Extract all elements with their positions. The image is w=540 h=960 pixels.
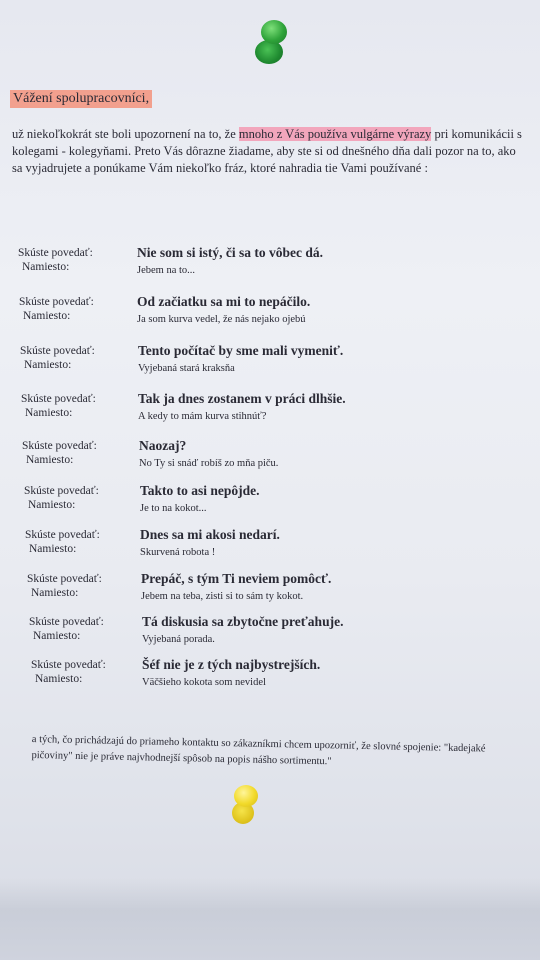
try-say-label: Skúste povedať:: [20, 345, 95, 357]
instead-label: Namiesto:: [26, 454, 74, 466]
phrase-row: [0, 293, 540, 333]
try-say-label: Skúste povedať:: [22, 440, 97, 452]
instead-label: Namiesto:: [24, 359, 72, 371]
polite-phrase: Od začiatku sa mi to nepáčilo.: [137, 294, 311, 309]
intro-text-1: už niekoľkokrát ste boli upozornení na to, že: [12, 127, 239, 141]
phrase-row: [0, 244, 540, 284]
intro-paragraph: [12, 126, 528, 177]
try-say-label: Skúste povedať:: [19, 296, 94, 308]
try-say-label: Skúste povedať:: [27, 573, 102, 585]
vulgar-phrase: Skurvená robota !: [140, 547, 216, 558]
phrase-row: [0, 526, 540, 566]
try-say-label: Skúste povedať:: [21, 393, 96, 405]
phrase-row: [0, 570, 540, 610]
phrase-row: [0, 613, 540, 653]
instead-label: Namiesto:: [28, 499, 76, 511]
phrase-row: [0, 390, 540, 430]
try-say-label: Skúste povedať:: [29, 616, 104, 628]
vulgar-phrase: Ja som kurva vedel, že nás nejako ojebú: [137, 314, 306, 325]
vulgar-phrase: Vyjebaná stará kraksňa: [138, 363, 235, 374]
polite-phrase: Tak ja dnes zostanem v práci dlhšie.: [138, 391, 346, 406]
try-say-label: Skúste povedať:: [24, 485, 99, 497]
polite-phrase: Nie som si istý, či sa to vôbec dá.: [137, 245, 323, 260]
phrase-row: [0, 437, 540, 477]
instead-label: Namiesto:: [22, 261, 70, 273]
vulgar-phrase: Jebem na to...: [137, 265, 196, 276]
try-say-label: Skúste povedať:: [25, 529, 100, 541]
phrase-row: [0, 482, 540, 522]
instead-label: Namiesto:: [29, 543, 77, 555]
instead-label: Namiesto:: [23, 310, 71, 322]
polite-phrase: Tento počítač by sme mali vymeniť.: [138, 343, 344, 358]
intro-text-2: pri komunikácii s kolegami - kolegyňami. Preto Vás dôrazne žiadame, aby ste si od dnešného dňa dali pozor na to, ako sa vyjadrujete a ponúkame Vám niekoľko fráz, ktoré nahradia tie Vami používané :: [12, 127, 522, 175]
polite-phrase: Takto to asi nepôjde.: [140, 483, 260, 498]
paper-fold-shadow: [0, 878, 540, 960]
greeting: Vážení spolupracovníci,: [10, 90, 152, 108]
instead-label: Namiesto:: [31, 587, 79, 599]
intro-highlight: mnoho z Vás používa vulgárne výrazy: [238, 127, 432, 141]
vulgar-phrase: A kedy to mám kurva stihnúť?: [138, 411, 267, 422]
green-pushpin-icon: [255, 20, 285, 64]
vulgar-phrase: Je to na kokot...: [140, 503, 207, 514]
phrase-row: [0, 342, 540, 382]
polite-phrase: Prepáč, s tým Ti neviem pomôcť.: [141, 571, 332, 586]
vulgar-phrase: Jebem na teba, zisti si to sám ty kokot.: [141, 591, 304, 602]
vulgar-phrase: Väčšieho kokota som nevidel: [142, 677, 266, 688]
vulgar-phrase: Vyjebaná porada.: [142, 634, 215, 645]
vulgar-phrase: No Ty si snáď robíš zo mňa piču.: [139, 458, 279, 469]
phrase-row: [0, 656, 540, 696]
instead-label: Namiesto:: [25, 407, 73, 419]
polite-phrase: Dnes sa mi akosi nedarí.: [140, 527, 280, 542]
try-say-label: Skúste povedať:: [18, 247, 93, 259]
polite-phrase: Tá diskusia sa zbytočne preťahuje.: [142, 614, 344, 629]
polite-phrase: Naozaj?: [139, 438, 187, 453]
instead-label: Namiesto:: [33, 630, 81, 642]
instead-label: Namiesto:: [35, 673, 83, 685]
yellow-pushpin-icon: [230, 785, 260, 825]
polite-phrase: Šéf nie je z tých najbystrejších.: [142, 657, 321, 672]
try-say-label: Skúste povedať:: [31, 659, 106, 671]
footer-note: a tých, čo prichádzajú do priameho kontaktu so zákazníkmi chcem upozorniť, že slovné spojenie: "kadejaké pičoviny" nie je práve najvhodnejší spôsob na popis nášho sortimentu.": [31, 733, 486, 768]
